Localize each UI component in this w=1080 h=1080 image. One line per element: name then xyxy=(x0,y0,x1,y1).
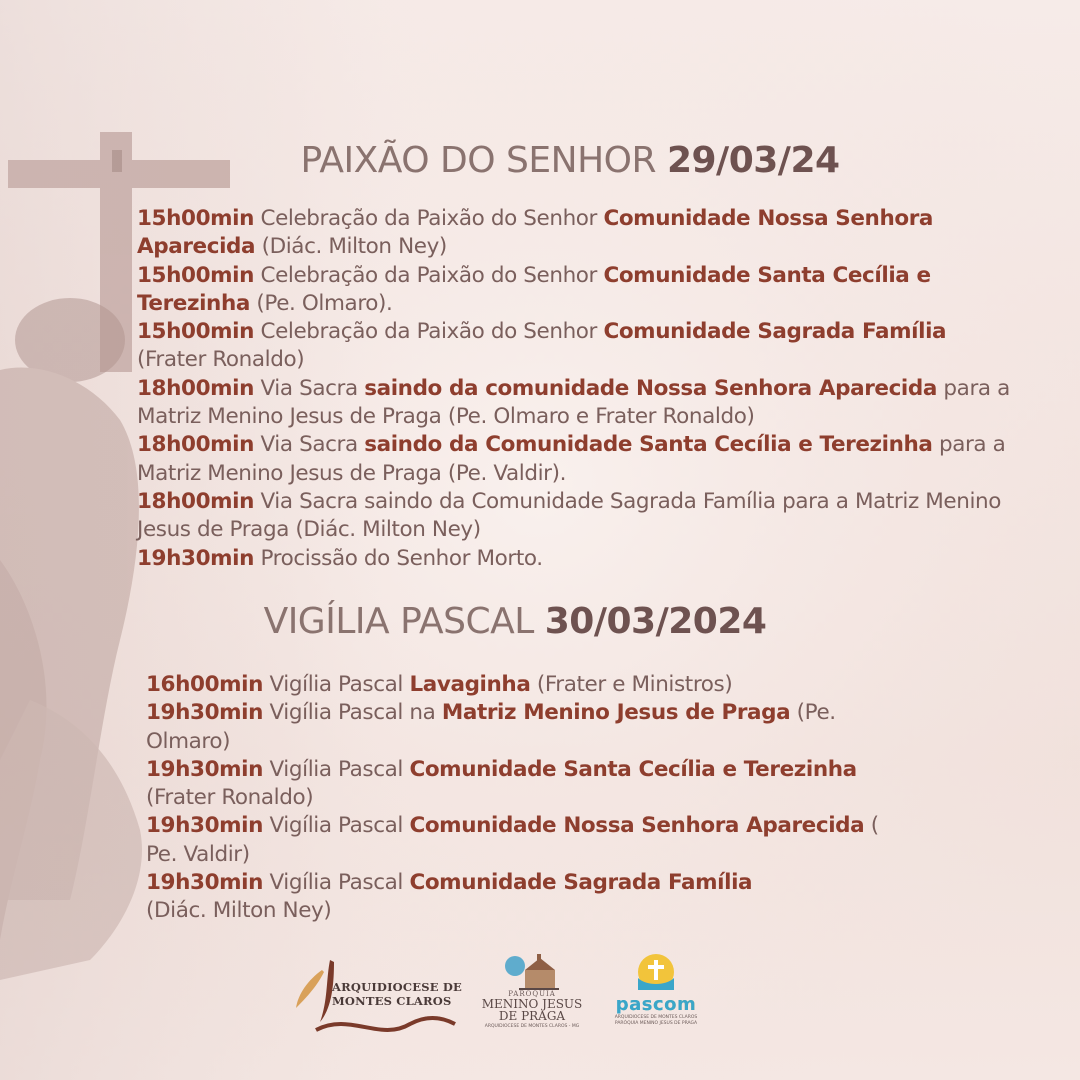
item-text: Celebração da Paixão do Senhor xyxy=(254,319,604,345)
item-note: (Frater Ronaldo) xyxy=(146,785,314,811)
item-text: Via Sacra saindo da Comunidade Sagrada Família para a Matriz Menino Jesus de Praga (Diác. Milton Ney) xyxy=(137,488,1002,543)
pascom-sub: PARÓQUIA MENINO JESUS DE PRAGA xyxy=(614,1021,698,1026)
item-text: Vigília Pascal xyxy=(263,756,410,782)
place-label: Comunidade Nossa Senhora Aparecida xyxy=(137,206,934,260)
pascom-sun-icon xyxy=(631,952,681,996)
church-icon xyxy=(497,952,567,992)
section-title-vigilia xyxy=(0,601,1055,642)
place-label: saindo da comunidade Nossa Senhora Aparecida xyxy=(364,375,937,401)
paroquia-sub: ARQUIDIOCESE DE MONTES CLAROS - MG xyxy=(484,1024,580,1029)
section-title-text: VIGÍLIA PASCAL xyxy=(263,601,534,642)
time-label: 18h00min xyxy=(137,375,255,401)
footer-logos xyxy=(0,945,1080,1045)
time-label: 18h00min xyxy=(137,488,255,514)
logo-paroquia xyxy=(477,950,587,1038)
list-item xyxy=(137,205,1017,262)
item-note: (Pe. Olmaro) xyxy=(146,700,836,754)
time-label: 19h30min xyxy=(146,756,264,782)
item-note: para a Matriz Menino Jesus de Praga (Pe. Valdir). xyxy=(137,432,1006,486)
schedule-list-vigilia xyxy=(146,671,1026,926)
item-text: Vigília Pascal na xyxy=(263,700,442,726)
time-label: 15h00min xyxy=(137,262,255,288)
place-label: Matriz Menino Jesus de Praga xyxy=(441,700,791,726)
item-text: Vigília Pascal xyxy=(263,870,410,896)
item-text: Celebração da Paixão do Senhor xyxy=(254,262,604,288)
paroquia-name: DE PRAGA xyxy=(498,1009,566,1023)
time-label: 15h00min xyxy=(137,206,255,231)
place-label: saindo da Comunidade Santa Cecília e Terezinha xyxy=(364,432,933,458)
place-label: Lavaginha xyxy=(409,672,531,697)
paroquia-name: MENINO JESUS xyxy=(481,997,583,1011)
time-label: 15h00min xyxy=(137,319,255,345)
item-note: (Pe. Olmaro). xyxy=(249,290,393,316)
list-item xyxy=(146,756,896,813)
section-title-text: PAIXÃO DO SENHOR xyxy=(300,140,656,181)
list-item xyxy=(137,262,1017,319)
list-item xyxy=(137,431,1017,488)
pascom-sub: ARQUIDIOCESE DE MONTES CLAROS xyxy=(614,1015,698,1020)
item-text: Via Sacra xyxy=(254,375,365,401)
item-text: Procissão do Senhor Morto. xyxy=(254,545,543,571)
item-note: para a Matriz Menino Jesus de Praga (Pe. Olmaro e Frater Ronaldo) xyxy=(137,375,1010,430)
item-note: (Diác. Milton Ney) xyxy=(146,898,332,924)
logo-line: MONTES CLAROS xyxy=(332,994,452,1008)
time-label: 16h00min xyxy=(146,672,264,697)
place-label: Comunidade Santa Cecília e Terezinha xyxy=(409,756,857,782)
item-note: (Diác. Milton Ney) xyxy=(255,234,447,260)
list-item xyxy=(146,699,836,756)
schedule-list-paixao xyxy=(137,205,1017,573)
time-label: 19h30min xyxy=(146,700,264,726)
place-label: Comunidade Santa Cecília e Terezinha xyxy=(137,262,931,316)
place-label: Comunidade Nossa Senhora Aparecida xyxy=(409,813,865,839)
list-item xyxy=(146,671,1026,699)
list-item xyxy=(137,375,1017,432)
item-note: ( Pe. Valdir) xyxy=(146,813,879,867)
place-label: Comunidade Sagrada Família xyxy=(409,870,753,896)
list-item xyxy=(146,812,916,869)
logo-pascom xyxy=(606,950,706,1038)
arquidiocese-text xyxy=(332,980,462,1008)
list-item xyxy=(146,869,806,926)
pascom-word: pascom xyxy=(615,994,697,1015)
list-item xyxy=(137,318,1017,375)
list-item xyxy=(137,545,1017,573)
section-title-paixao xyxy=(30,140,1080,181)
logo-arquidiocese xyxy=(290,950,480,1038)
item-text: Via Sacra xyxy=(254,432,365,458)
item-note: (Frater Ronaldo) xyxy=(137,347,305,373)
time-label: 19h30min xyxy=(146,870,264,896)
section-date: 30/03/2024 xyxy=(544,601,767,642)
paroquia-label: PARÓQUIA xyxy=(508,990,556,998)
time-label: 18h00min xyxy=(137,432,255,458)
item-text: Vigília Pascal xyxy=(263,813,410,839)
item-text: Celebração da Paixão do Senhor xyxy=(254,206,604,231)
item-note: (Frater e Ministros) xyxy=(530,672,733,697)
section-date: 29/03/24 xyxy=(666,140,840,181)
time-label: 19h30min xyxy=(137,545,255,571)
time-label: 19h30min xyxy=(146,813,264,839)
logo-line: ARQUIDIOCESE DE xyxy=(332,980,463,994)
place-label: Comunidade Sagrada Família xyxy=(603,319,947,345)
list-item xyxy=(137,488,1017,545)
item-text: Vigília Pascal xyxy=(263,672,410,697)
